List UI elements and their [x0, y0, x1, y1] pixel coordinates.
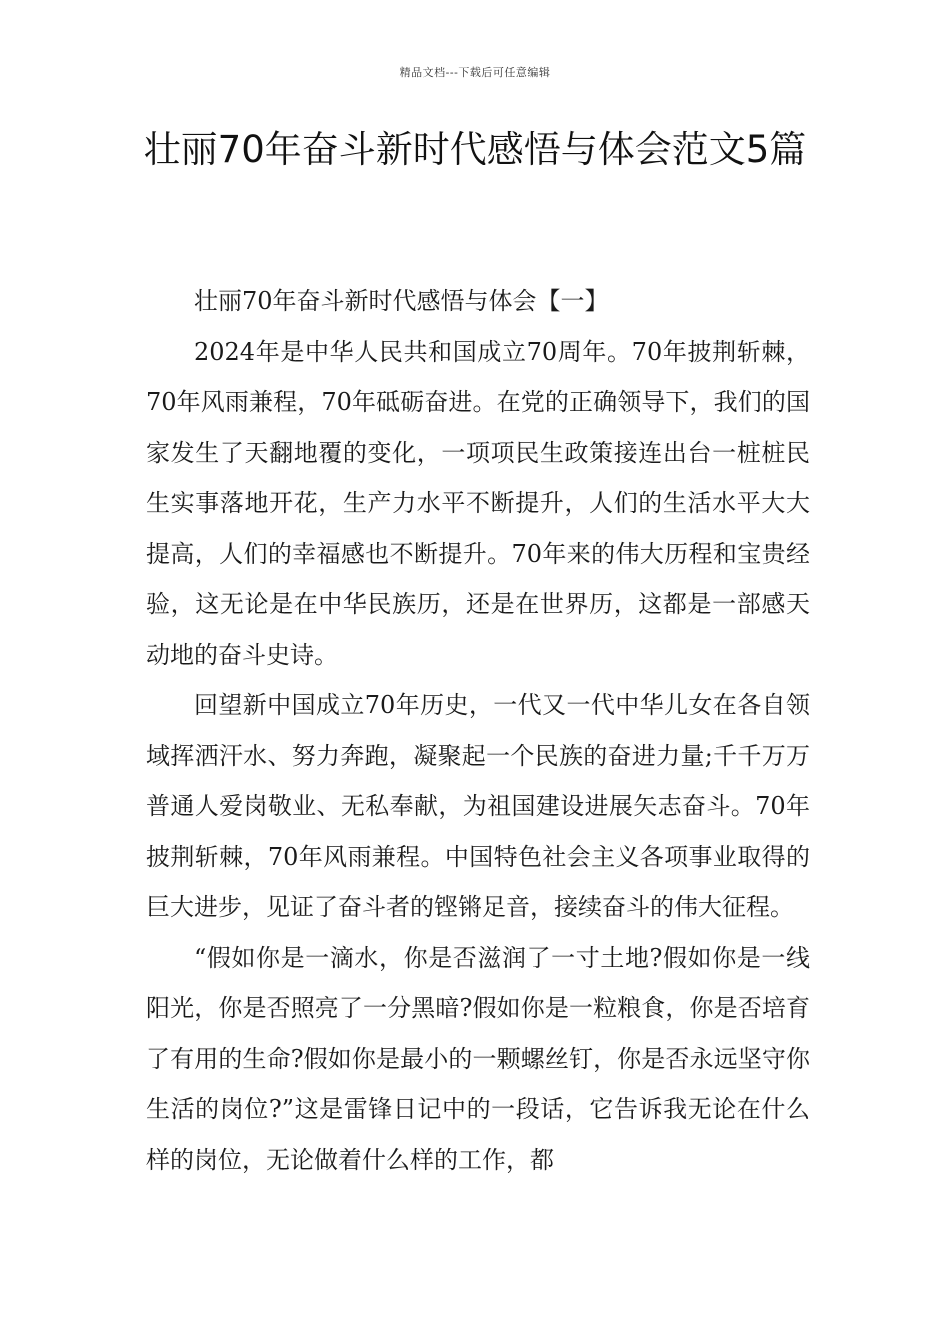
document-title: 壮丽70年奋斗新时代感悟与体会范文5篇 — [143, 128, 807, 171]
body-paragraph: 2024年是中华人民共和国成立70周年。70年披荆斩棘，70年风雨兼程，70年砥砺奋进。在党的正确领导下，我们的国家发生了天翻地覆的变化，一项项民生政策接连出台一桩桩民生实事落地开花，生产力水平不断提升，人们的生活水平大大提高，人们的幸福感也不断提升。70年来的伟大历程和宝贵经验，这无论是在中华民族历，还是在世界历，这都是一部感天动地的奋斗史诗。 — [146, 337, 810, 669]
section-heading: 壮丽70年奋斗新时代感悟与体会【一】 — [194, 287, 609, 315]
document-body — [146, 276, 810, 1185]
body-paragraph: “假如你是一滴水，你是否滋润了一寸土地?假如你是一线阳光，你是否照亮了一分黑暗?假如你是一粒粮食，你是否培育了有用的生命?假如你是最小的一颗螺丝钉，你是否永远坚守你生活的岗位?”这是雷锋日记中的一段话，它告诉我无论在什么样的岗位，无论做着什么样的工作，都 — [146, 943, 810, 1174]
header-note: 精品文档---下载后可任意编辑 — [399, 66, 551, 79]
body-paragraph: 回望新中国成立70年历史，一代又一代中华儿女在各自领域挥洒汗水、努力奔跑，凝聚起一个民族的奋进力量;千千万万普通人爱岗敬业、无私奉献，为祖国建设进展矢志奋斗。70年披荆斩棘，70年风雨兼程。中国特色社会主义各项事业取得的巨大进步，见证了奋斗者的铿锵足音，接续奋斗的伟大征程。 — [146, 691, 810, 921]
